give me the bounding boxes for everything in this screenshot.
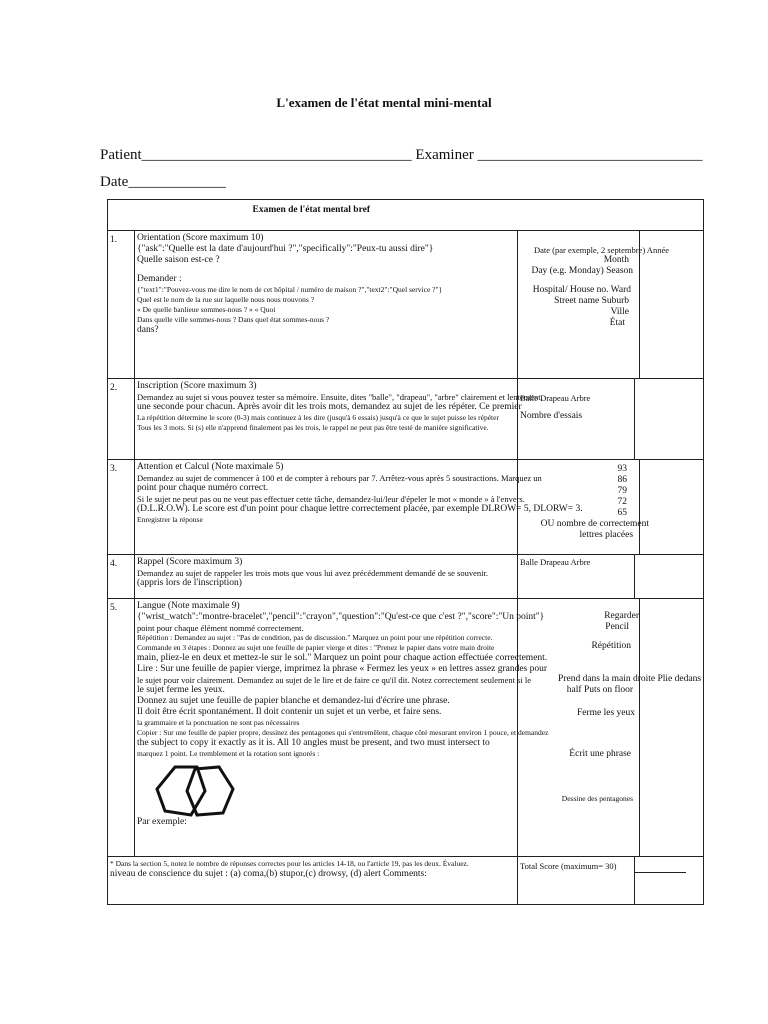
total-score-blank bbox=[634, 872, 686, 873]
instruction-text: « De quelle banlieue sommes-nous ? » « Quoi bbox=[137, 305, 276, 314]
answer-label: half Puts on floor bbox=[566, 685, 634, 695]
answer-cell bbox=[518, 599, 704, 857]
subtraction-number: 93 bbox=[617, 464, 628, 474]
instruction-text: Il doit être écrit spontanément. Il doit contenir un sujet et un verbe, et faire sens. bbox=[137, 707, 442, 717]
instruction-text: Donnez au sujet une feuille de papier blanche et demandez-lui d'écrire une phrase. bbox=[137, 696, 450, 706]
instruction-text: Commande en 3 étapes : Donnez au sujet une feuille de papier vierge et dites : "Prenez le papier dans votre main droite bbox=[137, 643, 495, 652]
instruction-text: le sujet pour voir clairement. Demandez au sujet de le lire et de faire ce qu'il dit. Notez correctement seulement si le bbox=[137, 675, 532, 685]
answer-label: Street name Suburb bbox=[554, 296, 630, 306]
table-header-row bbox=[108, 200, 704, 231]
footer-row bbox=[108, 857, 704, 905]
instruction-text: Demandez au sujet si vous pouvez tester sa mémoire. Ensuite, dites "balle", "drapeau", "arbre" clairement et lentement, bbox=[137, 392, 543, 402]
instruction-text: {"text1":"Pouvez-vous me dire le nom de cet hôpital / numéro de maison ?","text2":"Quel service ?"} bbox=[137, 285, 443, 294]
answer-cell bbox=[518, 555, 635, 599]
instruction-text: La répétition détermine le score (0-3) mais continuez à les dire (jusqu'à 6 essais) jusqu'à ce que le sujet puisse les répéter bbox=[137, 413, 499, 422]
answer-label: Prend dans la main droite Plie dedans bbox=[558, 674, 702, 684]
answer-cell bbox=[518, 231, 704, 379]
subtraction-number: 72 bbox=[617, 497, 628, 507]
interlocking-pentagons-figure bbox=[153, 763, 237, 819]
instruction-text: Enregistrer la réponse bbox=[137, 515, 203, 524]
answer-label: Répétition bbox=[591, 641, 632, 651]
answer-label: Dessine des pentagones bbox=[561, 794, 634, 803]
section-attention bbox=[108, 460, 704, 555]
footer-notes bbox=[108, 857, 518, 905]
instruction-text: Répétition : Demandez au sujet : "Pas de condition, pas de discussion." Marquez un point pour une répétition correcte. bbox=[137, 633, 493, 642]
instruction-text: the subject to copy it exactly as it is. All 10 angles must be present, and two must intersect to bbox=[137, 738, 490, 748]
instruction-text: la grammaire et la ponctuation ne sont pas nécessaires bbox=[137, 718, 300, 727]
instruction-text: Copier : Sur une feuille de papier propre, dessinez des pentagones qui s'entremêlent, chaque côté mesurant environ 1 pouce, et demandez bbox=[137, 728, 549, 737]
instruction-text: Si le sujet ne peut pas ou ne veut pas effectuer cette tâche, demandez-lui/leur d'épeler le mot « monde » à l'envers. bbox=[137, 494, 525, 504]
score-cell bbox=[635, 379, 704, 460]
answer-label: Balle Drapeau Arbre bbox=[520, 393, 591, 403]
section-title: Langue (Note maximale 9) bbox=[137, 601, 240, 611]
instruction-text: dans? bbox=[137, 325, 159, 335]
answer-label: Pencil bbox=[605, 622, 630, 632]
instruction-text: Tous les 3 mots. Si (s) elle n'apprend finalement pas les trois, le rappel ne peut pas être testé de manière significative. bbox=[137, 423, 489, 432]
answer-cell bbox=[518, 379, 635, 460]
subtraction-number: 79 bbox=[617, 486, 628, 496]
instruction-text: Lire : Sur une feuille de papier vierge, imprimez la phrase « Fermez les yeux » en lettres assez grandes pour bbox=[137, 664, 548, 674]
total-cell bbox=[518, 857, 635, 905]
table-header: Examen de l'état mental bref bbox=[135, 200, 704, 231]
answer-label: Hospital/ House no. Ward bbox=[532, 285, 632, 295]
answer-label: Balle Drapeau Arbre bbox=[520, 557, 591, 567]
section-number: 2. bbox=[108, 379, 135, 460]
instruction-text: point pour chaque élément nommé correctement. bbox=[137, 623, 304, 633]
instruction-text: {"wrist_watch":"montre-bracelet","pencil":"crayon","question":"Qu'est-ce que c'est ?","score":"Un point"} bbox=[137, 612, 545, 622]
instruction-text: Demander : bbox=[137, 274, 182, 284]
score-cell bbox=[635, 555, 704, 599]
total-score-cell bbox=[635, 857, 704, 905]
section-title: Rappel (Score maximum 3) bbox=[137, 557, 243, 567]
instruction-text: Quelle saison est-ce ? bbox=[137, 255, 220, 265]
instruction-text: (D.L.R.O.W). Le score est d'un point pour chaque lettre correctement placée, par exemple DLROW= 5, DLORW= 3. bbox=[137, 504, 583, 514]
answer-label: lettres placées bbox=[579, 530, 634, 540]
section-number: 5. bbox=[108, 599, 135, 857]
section-content bbox=[135, 379, 543, 460]
instruction-text: Demandez au sujet de rappeler les trois mots que vous lui avez précédemment demandé de se souvenir. bbox=[137, 568, 488, 578]
section-title: Inscription (Score maximum 3) bbox=[137, 381, 257, 391]
answer-label: OU nombre de correctement bbox=[540, 519, 650, 529]
footer-note: * Dans la section 5, notez le nombre de réponses correctes pour les articles 14-18, ou l'article 19, pas les deux. Évaluez. bbox=[110, 859, 469, 868]
section-inscription bbox=[108, 379, 704, 460]
section-title: Attention et Calcul (Note maximale 5) bbox=[137, 462, 284, 472]
section-content bbox=[135, 460, 583, 555]
section-language bbox=[108, 599, 704, 857]
answer-label: Day (e.g. Monday) Season bbox=[531, 266, 634, 276]
pentagon-left bbox=[157, 767, 205, 815]
instruction-text: une seconde pour chacun. Après avoir dit les trois mots, demandez au sujet de les répéter. Ce premier bbox=[137, 402, 522, 412]
answer-cell bbox=[518, 460, 704, 555]
instruction-text: (appris lors de l'inscription) bbox=[137, 578, 242, 588]
answer-label: Month bbox=[603, 255, 630, 265]
mmse-table bbox=[107, 199, 704, 905]
pentagon-right bbox=[187, 767, 233, 815]
instruction-text: point pour chaque numéro correct. bbox=[137, 483, 269, 493]
section-content bbox=[135, 555, 518, 599]
instruction-text: Demandez au sujet de commencer à 100 et de compter à rebours par 7. Arrêtez-vous après 5 soustractions. Marquez un bbox=[137, 473, 542, 483]
subtraction-number: 65 bbox=[617, 508, 628, 518]
instruction-text: marquez 1 point. Le tremblement et la rotation sont ignorés : bbox=[137, 749, 320, 758]
answer-label: Ville bbox=[610, 307, 630, 317]
instruction-text: Quel est le nom de la rue sur laquelle nous nous trouvons ? bbox=[137, 295, 315, 304]
total-score-label: Total Score (maximum= 30) bbox=[520, 861, 617, 871]
section-content bbox=[135, 599, 549, 857]
date-line: Date_____________ bbox=[100, 174, 226, 190]
instruction-text: le sujet ferme les yeux. bbox=[137, 685, 225, 695]
page-title: L'examen de l'état mental mini-mental bbox=[276, 95, 492, 110]
answer-label: Regarder bbox=[604, 611, 640, 621]
consciousness-level: niveau de conscience du sujet : (a) coma,(b) stupor,(c) drowsy, (d) alert Comments: bbox=[110, 869, 427, 879]
instruction-text: {"ask":"Quelle est la date d'aujourd'hui ?","specifically":"Peux-tu aussi dire"} bbox=[137, 244, 434, 254]
instruction-text: main, pliez-le en deux et mettez-le sur le sol." Marquez un point pour chaque action effectuée correctement. bbox=[137, 653, 548, 663]
section-orientation bbox=[108, 231, 704, 379]
answer-label: Ferme les yeux bbox=[576, 708, 636, 718]
answer-label: État bbox=[609, 318, 626, 328]
section-number: 4. bbox=[108, 555, 135, 599]
instruction-text: Dans quelle ville sommes-nous ? Dans quel état sommes-nous ? bbox=[137, 315, 330, 324]
answer-label: Nombre d'essais bbox=[520, 411, 583, 421]
subtraction-number: 86 bbox=[617, 475, 628, 485]
answer-label: Écrit une phrase bbox=[569, 749, 632, 759]
section-title: Orientation (Score maximum 10) bbox=[137, 233, 264, 243]
patient-examiner-line: Patient____________________________________ Examiner ______________________________ bbox=[100, 147, 703, 163]
section-number: 1. bbox=[108, 231, 135, 379]
section-number: 3. bbox=[108, 460, 135, 555]
example-label: Par exemple: bbox=[137, 817, 187, 827]
answer-label: Date (par exemple, 2 septembre) Année bbox=[534, 245, 669, 255]
section-content bbox=[135, 231, 518, 379]
section-recall bbox=[108, 555, 704, 599]
